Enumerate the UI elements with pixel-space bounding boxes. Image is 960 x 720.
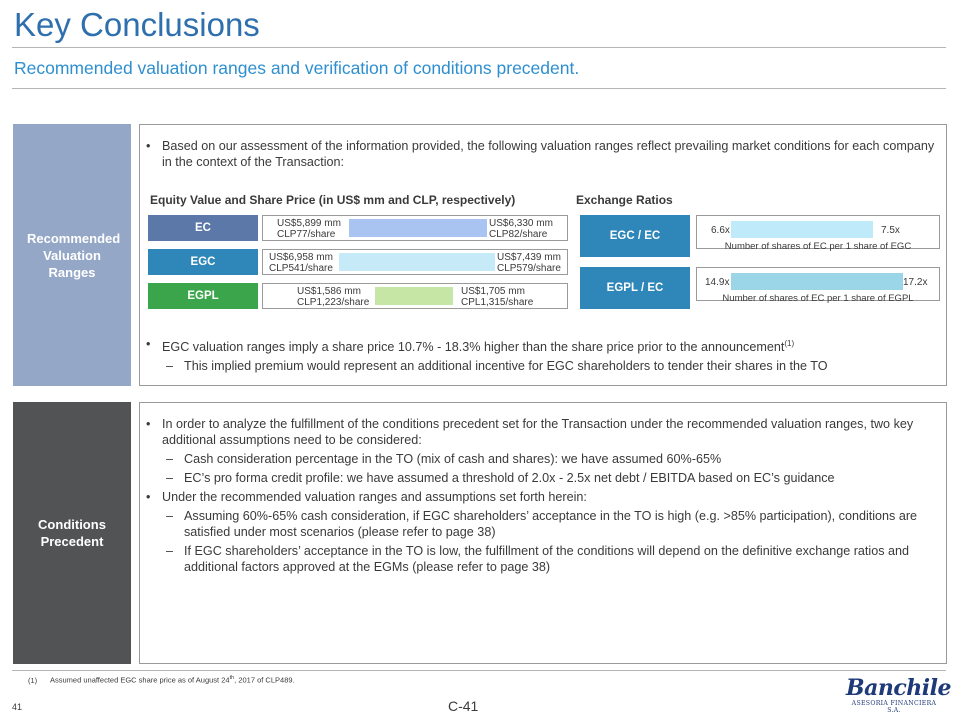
egc-ec-high-ratio: 7.5x [881,225,900,236]
page-number: 41 [12,702,23,712]
footnote-number: (1) [28,675,38,685]
exchange-row-egpl-ec [696,267,940,304]
egc-ec-caption: Number of shares of EC per 1 share of EGC [724,241,912,252]
egpl-ec-high-ratio: 17.2x [903,277,928,288]
footnote [28,675,295,685]
footnote-sup: th [229,675,235,681]
exchange-row-egpl-ec-label: EGPL / EC [580,267,690,309]
premium-dash: – This implied premium would represent an additional incentive for EGC shareholders to tender their shares in the TO [142,358,942,374]
egpl-low-price: CLP1,223/share [297,297,370,308]
valuation-panel [139,124,947,386]
egpl-ec-caption: Number of shares of EC per 1 share of EGPL [722,293,914,304]
premium-bullet [142,336,942,355]
banchile-logo [846,675,951,714]
exchange-ratios-heading: Exchange Ratios [576,193,673,207]
ec-low-value: US$5,899 mm [277,218,341,229]
egc-ec-low-ratio: 6.6x [711,225,730,236]
conditions-item: – Cash consideration percentage in the TO (mix of cash and shares): we have assumed 60%-65% [142,451,938,467]
egpl-high-value: US$1,705 mm [461,286,525,297]
conditions-item: – EC’s pro forma credit profile: we have assumed a threshold of 2.0x - 2.5x net debt / EBITDA based on EC’s guidance [142,470,938,486]
conditions-section-label-text: Conditions Precedent [38,517,106,549]
exchange-row-egc-ec [696,215,940,252]
footnote-text: Assumed unaffected EGC share price as of August 24 [50,675,230,685]
egc-low-price: CLP541/share [269,263,333,274]
equity-row-egc-label: EGC [148,249,258,275]
equity-row-ec [262,215,568,241]
subtitle-divider [12,88,946,89]
egc-low-value: US$6,958 mm [269,252,333,263]
conditions-item: – If EGC shareholders’ acceptance in the TO is low, the fulfillment of the conditions will depend on the definitive exchange ratios and additional factors approved at the EGMs (please refer to page 38) [142,543,938,575]
equity-row-ec-label: EC [148,215,258,241]
exchange-range-bar-egpl-ec [731,273,903,290]
equity-row-egpl-label: EGPL [148,283,258,309]
egc-high-price: CLP579/share [497,263,561,274]
premium-bullet-text: EGC valuation ranges imply a share price 10.7% - 18.3% higher than the share price prior to the announcement [162,340,785,355]
logo-word: Banchile [846,675,951,701]
egpl-ec-low-ratio: 14.9x [705,277,730,288]
valuation-section-label [13,124,131,386]
page-title: Key Conclusions [14,6,260,43]
valuation-section-label-text: Recommended Valuation Ranges [27,230,121,280]
egc-high-value: US$7,439 mm [497,252,561,263]
exchange-range-bar-egc-ec [731,221,873,238]
conditions-item: – Assuming 60%-65% cash consideration, if EGC shareholders’ acceptance in the TO is high (e.g. >85% participation), conditions are satisfied under most scenarios (please refer to page 38) [142,508,938,540]
egpl-high-price: CPL1,315/share [461,297,534,308]
conditions-item: • Under the recommended valuation ranges and assumptions set forth herein: [142,489,938,505]
page-subtitle: Recommended valuation ranges and verification of conditions precedent. [14,58,580,78]
title-divider [12,47,946,48]
ec-low-price: CLP77/share [277,229,336,240]
center-page-label: C-41 [448,698,479,714]
exchange-row-egc-ec-label: EGC / EC [580,215,690,257]
equity-range-bar-egc [339,253,495,271]
conditions-section-label [13,402,131,664]
footer-divider [12,670,946,671]
conditions-panel [139,402,947,664]
equity-range-bar-ec [349,219,487,237]
egpl-low-value: US$1,586 mm [297,286,361,297]
ec-high-price: CLP82/share [489,229,548,240]
equity-range-bar-egpl [375,287,453,305]
valuation-intro-bullet: • Based on our assessment of the information provided, the following valuation ranges reflect prevailing market conditions for each company in the context of the Transaction: [142,138,942,170]
footnote-text-end: , 2017 of CLP489. [234,675,295,685]
premium-footnote-ref: (1) [784,339,795,348]
equity-value-heading: Equity Value and Share Price (in US$ mm and CLP, respectively) [150,193,516,207]
logo-subtitle: ASESORIA FINANCIERA S.A. [851,700,937,714]
equity-row-egpl [262,283,568,309]
conditions-item: • In order to analyze the fulfillment of the conditions precedent set for the Transaction under the recommended valuation ranges, two key additional assumptions need to be considered: [142,416,938,448]
ec-high-value: US$6,330 mm [489,218,553,229]
equity-row-egc [262,249,568,275]
